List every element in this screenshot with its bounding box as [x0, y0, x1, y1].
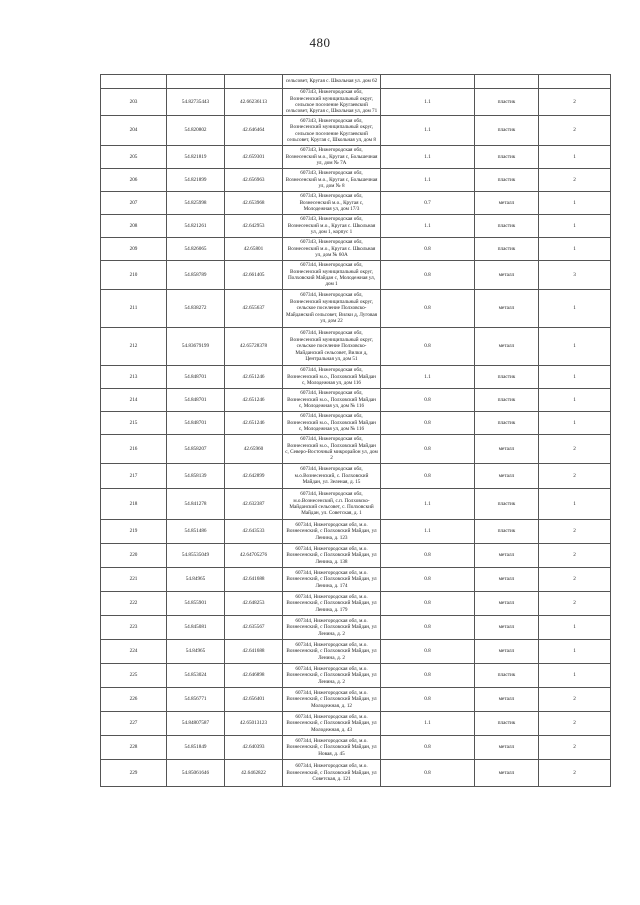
table-row	[101, 435, 611, 464]
latitude-cell: 54.821899	[167, 169, 225, 192]
longitude-cell: 42.659301	[225, 146, 283, 169]
longitude-cell: 42.653968	[225, 192, 283, 215]
table-row	[101, 592, 611, 616]
count-cell: 2	[539, 568, 611, 592]
longitude-cell: 42.6462822	[225, 760, 283, 787]
material-cell: пластик	[475, 238, 539, 261]
volume-cell: 0.8	[381, 238, 475, 261]
count-cell: 2	[539, 520, 611, 544]
row-number-cell: 225	[101, 664, 167, 688]
latitude-cell: 54.848701	[167, 366, 225, 389]
count-cell: 2	[539, 116, 611, 146]
row-number-cell: 203	[101, 89, 167, 116]
longitude-cell: 42.646898	[225, 664, 283, 688]
latitude-cell: 54.83679199	[167, 328, 225, 366]
longitude-cell: 42.642899	[225, 464, 283, 489]
address-cell: 607344, Нижегородская обл, м.о. Вознесенский, с Полховский Майдан, ул Ленина, д. 174	[283, 568, 381, 592]
volume-cell: 0.8	[381, 736, 475, 760]
material-cell: металл	[475, 688, 539, 712]
count-cell: 1	[539, 192, 611, 215]
material-cell: пластик	[475, 169, 539, 192]
address-cell: 607343, Нижегородская обл, Вознесенский м.о., Кругая с. Школьная ул, дом 1, корпус 1	[283, 215, 381, 238]
longitude-cell: 42.651246	[225, 366, 283, 389]
volume-cell: 0.7	[381, 192, 475, 215]
address-cell: 607343, Нижегородская обл, Вознесенский м.о., Кругая с, Большечная ул, дом № 8	[283, 169, 381, 192]
table-row	[101, 238, 611, 261]
table-row	[101, 568, 611, 592]
longitude-cell: 42.651246	[225, 389, 283, 412]
address-cell: 607344, Нижегородская обл, м.о. Вознесенский, с Полховский Майдан, ул Ленина, д. 179	[283, 592, 381, 616]
latitude-cell: 54.84965	[167, 640, 225, 664]
address-cell: 607344, Нижегородская обл, м.о. Вознесенский, с Полховский Майдан, ул Молодежная, д. 12	[283, 688, 381, 712]
address-cell: 607344, Нижегородская обл, Вознесенский м.о., Полховский Майдан с, Молодежная ул, дом № 116	[283, 412, 381, 435]
row-number-cell: 209	[101, 238, 167, 261]
material-cell: металл	[475, 568, 539, 592]
address-cell: 607344, Нижегородская обл, м.о. Вознесенский, с Полховский Майдан, ул Ленина, д. 2	[283, 640, 381, 664]
count-cell: 1	[539, 366, 611, 389]
address-cell: 607344, Нижегородская обл, Вознесенский м.о., Полховский Майдан с, Молодежная ул, дом № 116	[283, 389, 381, 412]
count-cell: 2	[539, 169, 611, 192]
volume-cell: 0.8	[381, 640, 475, 664]
count-cell: 2	[539, 736, 611, 760]
count-cell: 2	[539, 435, 611, 464]
table-row	[101, 688, 611, 712]
material-cell: металл	[475, 640, 539, 664]
table-row	[101, 712, 611, 736]
longitude-cell: 42.632387	[225, 489, 283, 520]
count-cell: 1	[539, 215, 611, 238]
count-cell: 1	[539, 238, 611, 261]
volume-cell: 1.1	[381, 489, 475, 520]
latitude-cell: 54.858139	[167, 464, 225, 489]
table-row	[101, 192, 611, 215]
material-cell: пластик	[475, 712, 539, 736]
address-cell: 607344, Нижегородская обл, м.о. Вознесенский, с Полховский Майдан, ул Советская, д. 121	[283, 760, 381, 787]
row-number-cell: 206	[101, 169, 167, 192]
table-row	[101, 520, 611, 544]
row-number-cell: 224	[101, 640, 167, 664]
longitude-cell: 42.641688	[225, 568, 283, 592]
table-row	[101, 169, 611, 192]
row-number-cell: 216	[101, 435, 167, 464]
latitude-cell: 54.848701	[167, 412, 225, 435]
table-row	[101, 544, 611, 568]
table-row	[101, 75, 611, 89]
count-cell: 2	[539, 592, 611, 616]
volume-cell: 1.1	[381, 520, 475, 544]
latitude-cell: 54.826065	[167, 238, 225, 261]
count-cell: 1	[539, 412, 611, 435]
address-cell: 607343, Нижегородская обл, Вознесенский м.о., Кругая с, Большечная ул, дом № 7А	[283, 146, 381, 169]
latitude-cell: 54.85535049	[167, 544, 225, 568]
latitude-cell: 54.84965	[167, 568, 225, 592]
material-cell: металл	[475, 192, 539, 215]
volume-cell: 0.8	[381, 290, 475, 328]
count-cell: 1	[539, 664, 611, 688]
count-cell: 1	[539, 640, 611, 664]
material-cell: металл	[475, 736, 539, 760]
row-number-cell: 217	[101, 464, 167, 489]
material-cell: пластик	[475, 664, 539, 688]
address-cell: 607344, Нижегородская обл, м.о. Вознесенский, с Полховский Майдан, ул Ленина, д. 123	[283, 520, 381, 544]
row-number-cell: 222	[101, 592, 167, 616]
latitude-cell: 54.853024	[167, 664, 225, 688]
address-cell: 607344, Нижегородская обл, Вознесенский муниципальный округ, сельское поселение Полховско-Майданский сельсовет, Вилки д, Центральная ул, дом 51	[283, 328, 381, 366]
material-cell: пластик	[475, 366, 539, 389]
material-cell: пластик	[475, 389, 539, 412]
page-number: 480	[309, 35, 331, 50]
address-cell: 607344, Нижегородская обл, м.о.Вознесенский, с.п. Полховско-Майданский сельсовет, с. Полховский Майдан, ул. Советская, д. 1	[283, 489, 381, 520]
count-cell: 1	[539, 146, 611, 169]
longitude-cell: 42.661405	[225, 261, 283, 290]
longitude-cell: 42.640393	[225, 736, 283, 760]
count-cell: 3	[539, 261, 611, 290]
table-row	[101, 389, 611, 412]
volume-cell: 1.1	[381, 116, 475, 146]
volume-cell: 0.8	[381, 261, 475, 290]
volume-cell: 0.8	[381, 389, 475, 412]
count-cell: 2	[539, 760, 611, 787]
table-row	[101, 146, 611, 169]
count-cell: 1	[539, 616, 611, 640]
longitude-cell: 42.651246	[225, 412, 283, 435]
volume-cell: 1.1	[381, 712, 475, 736]
row-number-cell: 218	[101, 489, 167, 520]
volume-cell: 1.1	[381, 89, 475, 116]
row-number-cell: 219	[101, 520, 167, 544]
volume-cell: 0.8	[381, 568, 475, 592]
table-row	[101, 89, 611, 116]
address-cell: 607344, Нижегородская обл, Вознесенский м.о., Полховский Майдан с, Молодежная ул, дом 116	[283, 366, 381, 389]
material-cell: пластик	[475, 520, 539, 544]
table-row	[101, 116, 611, 146]
volume-cell: 0.8	[381, 328, 475, 366]
latitude-cell: 54.851849	[167, 736, 225, 760]
count-cell: 2	[539, 712, 611, 736]
latitude-cell: 54.858789	[167, 261, 225, 290]
row-number-cell: 223	[101, 616, 167, 640]
volume-cell: 1.1	[381, 169, 475, 192]
latitude-cell: 54.838272	[167, 290, 225, 328]
address-cell: 607344, Нижегородская обл, м.о. Вознесенский, с Полховский Майдан, ул Ленина, д. 138	[283, 544, 381, 568]
longitude-cell: 42.65728378	[225, 328, 283, 366]
row-number-cell: 212	[101, 328, 167, 366]
count-cell: 2	[539, 544, 611, 568]
address-cell: 607343, Нижегородская обл, Вознесенский м.о., Кругая с. Школьная ул, дом № 60А	[283, 238, 381, 261]
table-row	[101, 366, 611, 389]
longitude-cell: 42.656401	[225, 688, 283, 712]
material-cell: металл	[475, 616, 539, 640]
longitude-cell: 42.646464	[225, 116, 283, 146]
count-cell: 1	[539, 489, 611, 520]
table-row	[101, 290, 611, 328]
row-number-cell: 213	[101, 366, 167, 389]
table-row	[101, 464, 611, 489]
latitude-cell: 54.845081	[167, 616, 225, 640]
material-cell: металл	[475, 544, 539, 568]
address-cell: 607344, Нижегородская обл, м.о.Вознесенский, с. Полховский Майдан, ул. Зеленая, д. 15	[283, 464, 381, 489]
material-cell: пластик	[475, 116, 539, 146]
material-cell: пластик	[475, 489, 539, 520]
count-cell: 1	[539, 328, 611, 366]
volume-cell: 0.8	[381, 616, 475, 640]
address-cell: 607344, Нижегородская обл, м.о. Вознесенский, с Полховский Майдан, ул Новая, д. 45	[283, 736, 381, 760]
container-sites-table	[100, 74, 611, 787]
row-number-cell: 220	[101, 544, 167, 568]
volume-cell: 1.1	[381, 215, 475, 238]
longitude-cell: 42.65960	[225, 435, 283, 464]
row-number-cell: 211	[101, 290, 167, 328]
latitude-cell: 54.848701	[167, 389, 225, 412]
longitude-cell: 42.656963	[225, 169, 283, 192]
latitude-cell: 54.821819	[167, 146, 225, 169]
address-cell: 607344, Нижегородская обл, м.о. Вознесенский, с Полховский Майдан, ул Ленина, д. 2	[283, 616, 381, 640]
longitude-cell: 42.643533	[225, 520, 283, 544]
latitude-cell: 54.821261	[167, 215, 225, 238]
material-cell: металл	[475, 435, 539, 464]
latitude-cell: 54.856771	[167, 688, 225, 712]
volume-cell: 0.8	[381, 760, 475, 787]
row-number-cell: 214	[101, 389, 167, 412]
row-number-cell: 226	[101, 688, 167, 712]
material-cell: металл	[475, 261, 539, 290]
material-cell: пластик	[475, 215, 539, 238]
longitude-cell: 42.66236113	[225, 89, 283, 116]
material-cell: металл	[475, 592, 539, 616]
latitude-cell: 54.841278	[167, 489, 225, 520]
latitude-cell: 54.84807587	[167, 712, 225, 736]
longitude-cell: 42.635567	[225, 616, 283, 640]
row-number-cell: 228	[101, 736, 167, 760]
material-cell: металл	[475, 760, 539, 787]
material-cell: пластик	[475, 412, 539, 435]
volume-cell: 0.8	[381, 592, 475, 616]
latitude-cell: 54.825998	[167, 192, 225, 215]
longitude-cell: 42.642953	[225, 215, 283, 238]
address-cell: 607343, Нижегородская обл, Вознесенский муниципальный округ, сельское поселение Кругаевский сельсовет, Кругая с, Школьная ул, дом 8	[283, 116, 381, 146]
volume-cell: 0.8	[381, 435, 475, 464]
row-number-cell: 229	[101, 760, 167, 787]
table-row	[101, 736, 611, 760]
count-cell: 1	[539, 290, 611, 328]
address-cell: 607344, Нижегородская обл, Вознесенский м.о., Полховский Майдан с, Северо-Восточный микрорайон ул, дом 2	[283, 435, 381, 464]
row-number-cell: 207	[101, 192, 167, 215]
address-cell: 607344, Нижегородская обл, Вознесенский муниципальный округ, Полховский Майдан с, Молодежная ул, дом 1	[283, 261, 381, 290]
table-row	[101, 215, 611, 238]
address-cell: 607344, Нижегородская обл, м.о. Вознесенский, с Полховский Майдан, ул Молодежная, д. 43	[283, 712, 381, 736]
latitude-cell: 54.855901	[167, 592, 225, 616]
longitude-cell: 42.648253	[225, 592, 283, 616]
volume-cell: 0.8	[381, 464, 475, 489]
count-cell: 2	[539, 688, 611, 712]
latitude-cell: 54.820802	[167, 116, 225, 146]
row-number-cell: 221	[101, 568, 167, 592]
latitude-cell: 54.858207	[167, 435, 225, 464]
address-cell: 607343, Нижегородская обл, Вознесенский муниципальный округ, сельское поселение Кругаевский сельсовет, Кругая с, Школьная ул, дом 71	[283, 89, 381, 116]
row-number-cell: 208	[101, 215, 167, 238]
longitude-cell: 42.64705276	[225, 544, 283, 568]
volume-cell: 0.8	[381, 544, 475, 568]
longitude-cell: 42.65801	[225, 238, 283, 261]
latitude-cell: 54.85061646	[167, 760, 225, 787]
address-cell: 607344, Нижегородская обл, м.о. Вознесенский, с Полховский Майдан, ул Ленина, д. 2	[283, 664, 381, 688]
volume-cell: 1.1	[381, 146, 475, 169]
table-row	[101, 261, 611, 290]
address-cell: 607343, Нижегородская обл, Вознесенский м.о., Кругая с, Молодежная ул, дом 17/3	[283, 192, 381, 215]
count-cell: 2	[539, 89, 611, 116]
material-cell: пластик	[475, 146, 539, 169]
count-cell: 1	[539, 389, 611, 412]
row-number-cell: 205	[101, 146, 167, 169]
table-row	[101, 640, 611, 664]
table-row	[101, 489, 611, 520]
table-row	[101, 616, 611, 640]
longitude-cell: 42.641688	[225, 640, 283, 664]
row-number-cell: 227	[101, 712, 167, 736]
table-row	[101, 664, 611, 688]
volume-cell: 1.1	[381, 366, 475, 389]
row-number-cell: 204	[101, 116, 167, 146]
material-cell: металл	[475, 328, 539, 366]
address-cell: 607344, Нижегородская обл, Вознесенский муниципальный округ, сельское поселение Полховско-Майданский сельсовет, Вилки д, Луговая ул, дом 22	[283, 290, 381, 328]
volume-cell: 0.8	[381, 688, 475, 712]
volume-cell: 0.8	[381, 412, 475, 435]
row-number-cell: 210	[101, 261, 167, 290]
material-cell: металл	[475, 464, 539, 489]
material-cell: пластик	[475, 89, 539, 116]
table-row	[101, 412, 611, 435]
row-number-cell: 215	[101, 412, 167, 435]
latitude-cell: 54.851486	[167, 520, 225, 544]
longitude-cell: 42.65013123	[225, 712, 283, 736]
address-cell: сельсовет, Кругая с. Школьная ул. дом 62	[283, 75, 381, 89]
table-row	[101, 760, 611, 787]
volume-cell: 0.8	[381, 664, 475, 688]
material-cell: металл	[475, 290, 539, 328]
latitude-cell: 54.82735443	[167, 89, 225, 116]
table-row	[101, 328, 611, 366]
longitude-cell: 42.655637	[225, 290, 283, 328]
count-cell: 2	[539, 464, 611, 489]
